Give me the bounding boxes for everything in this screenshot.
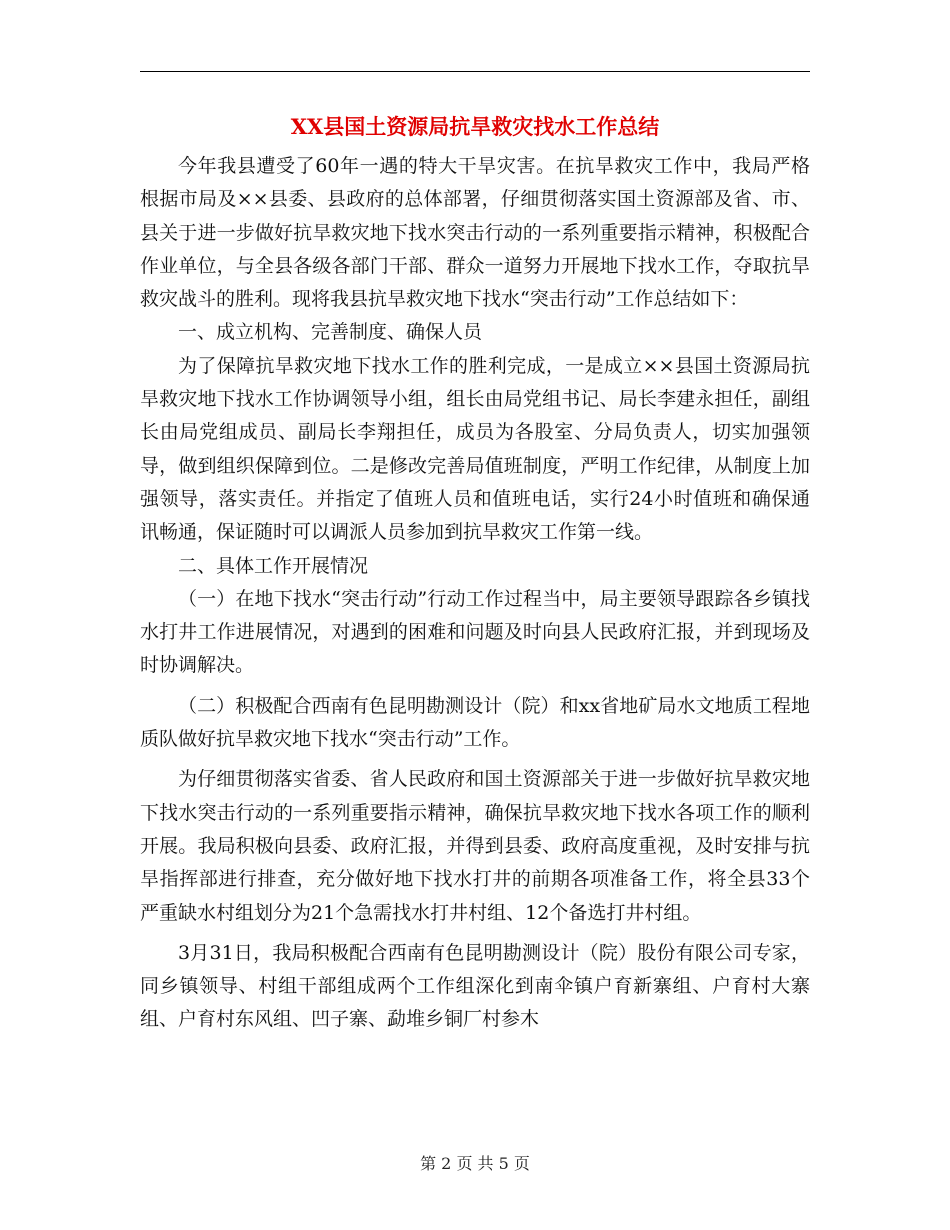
- page-number: 第 2 页 共 5 页: [420, 1154, 530, 1173]
- paragraph-item-2: （二）积极配合西南有色昆明勘测设计（院）和xx省地矿局水文地质工程地质队做好抗旱救灾地下找水“突击行动”工作。: [140, 694, 810, 751]
- paragraph-intro: 今年我县遭受了60年一遇的特大干旱灾害。在抗旱救灾工作中，我局严格根据市局及××县委、县政府的总体部署，仔细贯彻落实国土资源部及省、市、县关于进一步做好抗旱救灾地下找水突击行动的一系列重要指示精神，积极配合作业单位，与全县各级各部门干部、群众一道努力开展地下找水工作，夺取抗旱救灾战斗的胜利。现将我县抗旱救灾地下找水“突击行动”工作总结如下：: [140, 155, 810, 311]
- section-heading-2: 二、具体工作开展情况: [178, 554, 369, 577]
- header-rule: [140, 71, 810, 72]
- paragraph-march-31: 3月31日，我局积极配合西南有色昆明勘测设计（院）股份有限公司专家，同乡镇领导、村组干部组成两个工作组深化到南伞镇户育新寨组、户育村大寨组、户育村东风组、凹子寨、勐堆乡铜厂村参木: [140, 941, 810, 1031]
- section-heading-1: 一、成立机构、完善制度、确保人员: [178, 321, 483, 344]
- document-body: [140, 150, 810, 1037]
- document-title: XX县国土资源局抗旱救灾找水工作总结: [290, 114, 660, 139]
- paragraph-item-1: （一）在地下找水“突击行动”行动工作过程当中，局主要领导跟踪各乡镇找水打井工作进展情况，对遇到的困难和问题及时向县人民政府汇报，并到现场及时协调解决。: [140, 587, 810, 677]
- paragraph-implementation: 为仔细贯彻落实省委、省人民政府和国土资源部关于进一步做好抗旱救灾地下找水突击行动的一系列重要指示精神，确保抗旱救灾地下找水各项工作的顺利开展。我局积极向县委、政府汇报，并得到县委、政府高度重视，及时安排与抗旱指挥部进行排查，充分做好地下找水打井的前期各项准备工作，将全县33个严重缺水村组划分为21个急需找水打井村组、12个备选打井村组。: [140, 768, 810, 924]
- paragraph-organization: 为了保障抗旱救灾地下找水工作的胜利完成，一是成立××县国土资源局抗旱救灾地下找水工作协调领导小组，组长由局党组书记、局长李建永担任，副组长由局党组成员、副局长李翔担任，成员为各股室、分局负责人，切实加强领导，做到组织保障到位。二是修改完善局值班制度，严明工作纪律，从制度上加强领导，落实责任。并指定了值班人员和值班电话，实行24小时值班和确保通讯畅通，保证随时可以调派人员参加到抗旱救灾工作第一线。: [140, 354, 810, 544]
